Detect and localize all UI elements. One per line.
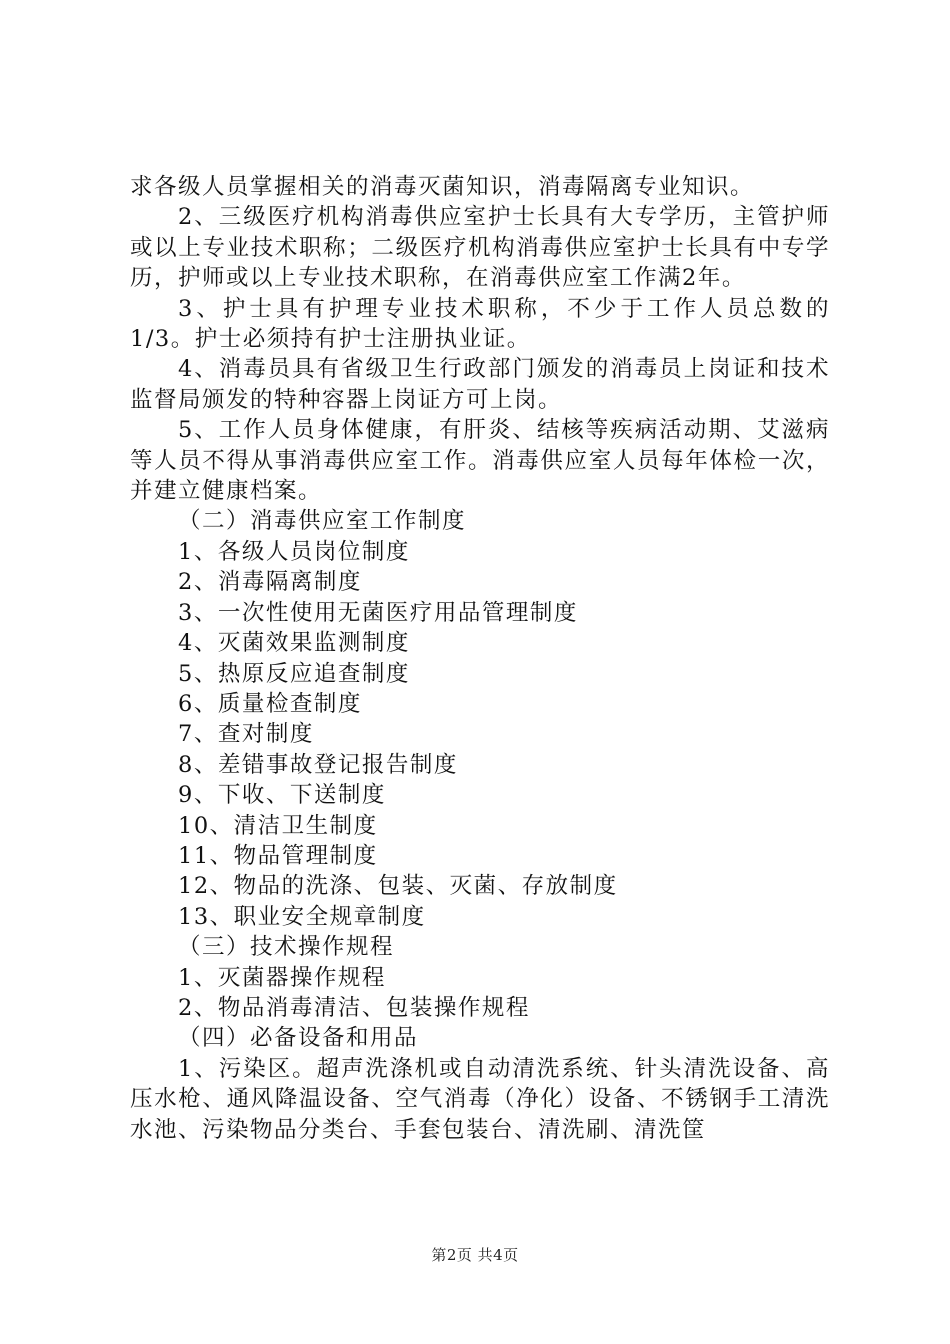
- list-item: 13、职业安全规章制度: [178, 903, 426, 930]
- list-item: 7、查对制度: [178, 721, 314, 748]
- document-body: [130, 172, 830, 1145]
- paragraph-item-2: 2、三级医疗机构消毒供应室护士长具有大专学历，主管护师或以上专业技术职称；二级医疗机构消毒供应室护士长具有中专学历，护师或以上专业技术职称，在消毒供应室工作满2年。: [130, 204, 830, 292]
- section-heading-equipment: （四）必备设备和用品: [178, 1025, 419, 1052]
- list-item: 10、清洁卫生制度: [178, 812, 378, 839]
- list-item: 9、下收、下送制度: [178, 782, 386, 809]
- list-item: 4、灭菌效果监测制度: [178, 630, 410, 657]
- list-item: 1、灭菌器操作规程: [178, 964, 386, 991]
- section-heading-operation-rules: （三）技术操作规程: [178, 934, 395, 961]
- list-item: 2、消毒隔离制度: [178, 569, 362, 596]
- list-item: 6、质量检查制度: [178, 690, 362, 717]
- list-item: 12、物品的洗涤、包装、灭菌、存放制度: [178, 873, 618, 900]
- list-item: 1、各级人员岗位制度: [178, 538, 410, 565]
- list-item: 8、差错事故登记报告制度: [178, 751, 458, 778]
- list-item: 5、热原反应追查制度: [178, 660, 410, 687]
- section-heading-work-system: （二）消毒供应室工作制度: [178, 508, 467, 535]
- paragraph-item-5: 5、工作人员身体健康，有肝炎、结核等疾病活动期、艾滋病等人员不得从事消毒供应室工作。消毒供应室人员每年体检一次，并建立健康档案。: [130, 417, 830, 505]
- list-item: 11、物品管理制度: [178, 842, 378, 869]
- paragraph-item-4: 4、消毒员具有省级卫生行政部门颁发的消毒员上岗证和技术监督局颁发的特种容器上岗证方可上岗。: [130, 356, 830, 413]
- paragraph-item-3: 3、护士具有护理专业技术职称，不少于工作人员总数的1/3。护士必须持有护士注册执业证。: [130, 295, 830, 353]
- paragraph-continuation: 求各级人员掌握相关的消毒灭菌知识，消毒隔离专业知识。: [130, 174, 755, 200]
- paragraph-contaminated-zone: 1、污染区。超声洗涤机或自动清洗系统、针头清洗设备、高压水枪、通风降温设备、空气消毒（净化）设备、不锈钢手工清洗水池、污染物品分类台、手套包装台、清洗刷、清洗筐: [130, 1055, 830, 1143]
- page-footer: 第2页 共4页: [431, 1246, 519, 1264]
- list-item: 3、一次性使用无菌医疗用品管理制度: [178, 599, 578, 626]
- list-item: 2、物品消毒清洁、包装操作规程: [178, 994, 530, 1021]
